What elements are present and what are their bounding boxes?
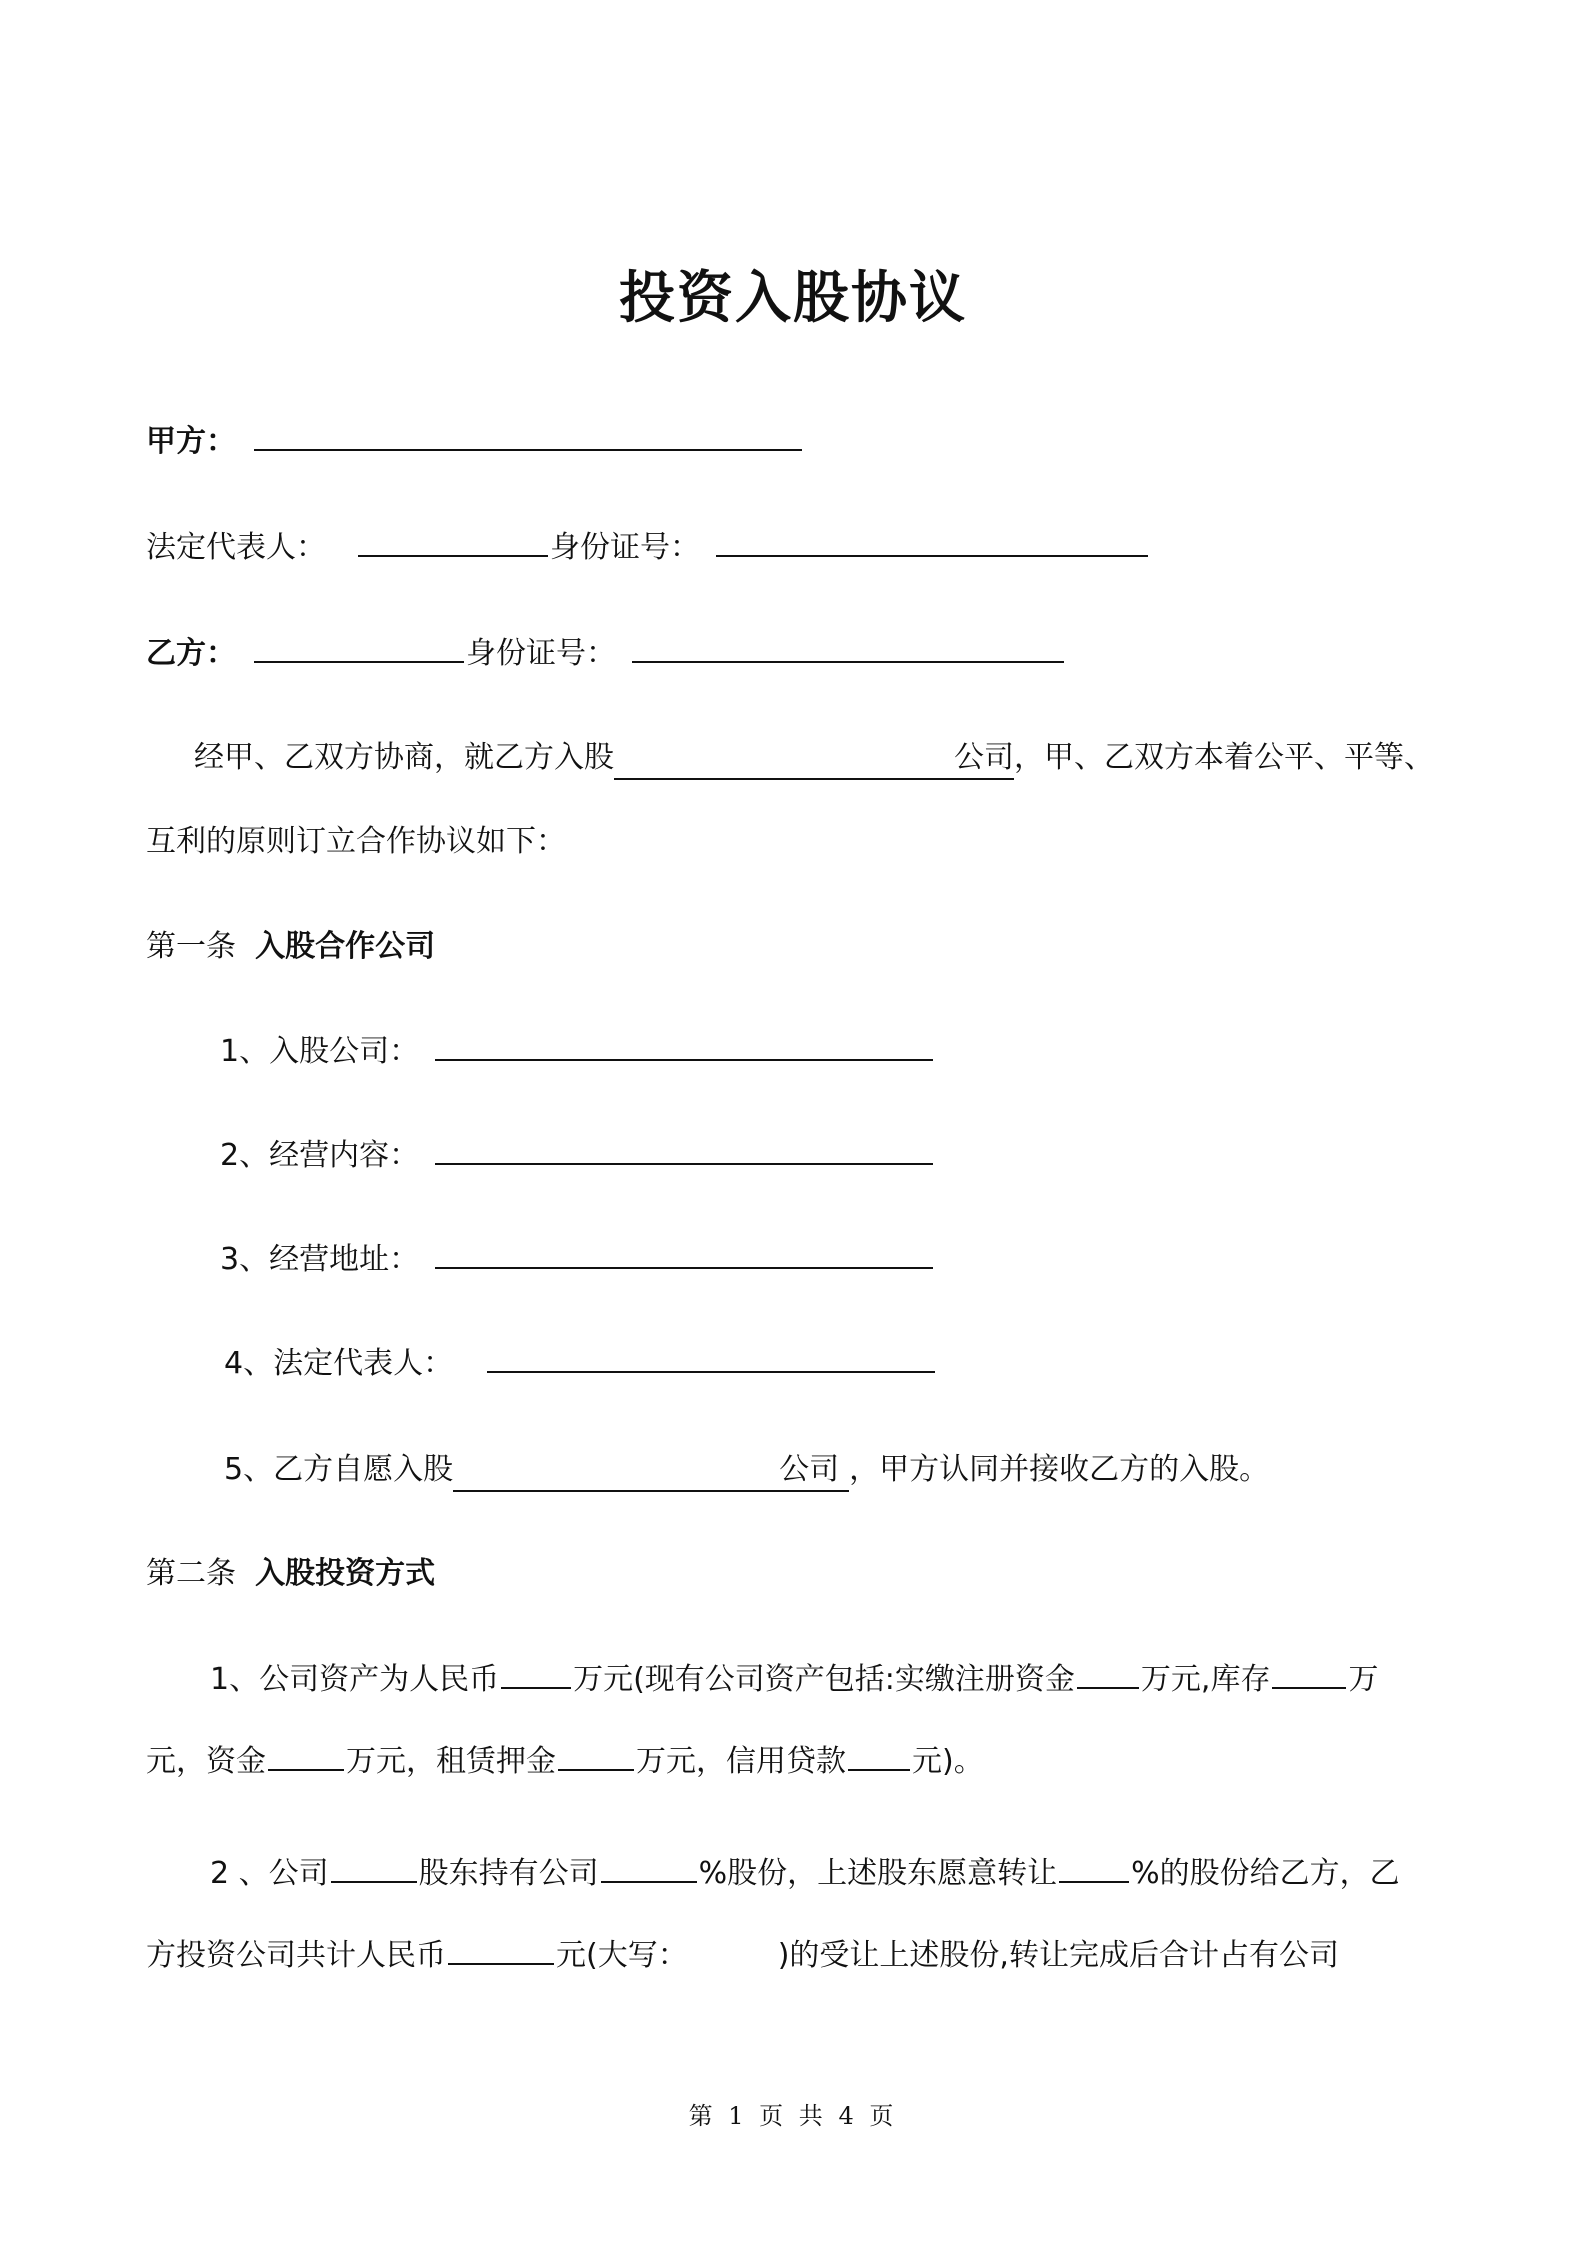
article-1-item-2 — [220, 1134, 935, 1178]
p1-text-e: 元，资金 — [146, 1744, 266, 1779]
funds-blank[interactable] — [268, 1768, 344, 1771]
party-a-line — [146, 420, 804, 464]
shareholding-percent-blank[interactable] — [601, 1880, 697, 1883]
p1-text-b: 万元(现有公司资产包括:实缴注册资金 — [573, 1662, 1075, 1697]
item-5-company-blank[interactable] — [453, 1450, 849, 1492]
p1-text-c: 万元,库存 — [1140, 1662, 1271, 1697]
intro-company-blank[interactable] — [614, 738, 1014, 780]
article-2-heading — [146, 1552, 435, 1596]
p2-text-e: 方投资公司共计人民币 — [146, 1938, 446, 1973]
item-label: 4、法定代表人： — [224, 1346, 454, 1381]
p1-text-d: 万 — [1348, 1662, 1379, 1697]
article-2-para-2-line-1 — [210, 1852, 1400, 1896]
item-label: 3、经营地址： — [220, 1242, 420, 1277]
party-b-id-label: 身份证号： — [466, 636, 616, 671]
legal-rep-id-blank[interactable] — [716, 554, 1148, 557]
item-3-blank[interactable] — [435, 1266, 933, 1269]
p1-text-g: 万元，信用贷款 — [636, 1744, 846, 1779]
intro-line-1 — [194, 736, 1434, 780]
article-2-para-1-line-1 — [210, 1658, 1378, 1702]
p1-text-h: 元)。 — [912, 1744, 984, 1779]
article-1-heading — [146, 925, 435, 969]
page-footer: 第 1 页 共 4 页 — [688, 2102, 898, 2130]
p2-text-c: %股份，上述股东愿意转让 — [698, 1856, 1058, 1891]
article-2-para-2-line-2 — [146, 1934, 1339, 1978]
party-b-id-blank[interactable] — [632, 660, 1064, 663]
p2-text-a: 2 、公司 — [210, 1856, 329, 1891]
article-1-title: 入股合作公司 — [255, 929, 436, 964]
inventory-blank[interactable] — [1272, 1686, 1346, 1689]
item-5-company-suffix: 公司 — [779, 1452, 840, 1487]
article-2-title: 入股投资方式 — [255, 1556, 436, 1591]
party-b-line — [146, 632, 1066, 676]
total-assets-blank[interactable] — [501, 1686, 571, 1689]
legal-rep-label: 法定代表人： — [146, 530, 326, 565]
investment-amount-blank[interactable] — [448, 1962, 554, 1965]
article-1-number: 第一条 — [146, 929, 236, 964]
party-b-label: 乙方： — [146, 636, 236, 671]
party-a-blank[interactable] — [254, 448, 802, 451]
deposit-blank[interactable] — [558, 1768, 634, 1771]
legal-rep-line — [146, 526, 1150, 570]
item-label: 1、入股公司： — [220, 1034, 420, 1069]
party-a-label: 甲方： — [146, 424, 236, 459]
item-1-blank[interactable] — [435, 1058, 933, 1061]
article-1-item-5 — [224, 1448, 1269, 1492]
item-5-prefix: 5、乙方自愿入股 — [224, 1452, 454, 1487]
p2-text-d: %的股份给乙方，乙 — [1131, 1856, 1400, 1891]
p2-text-f: 元(大写： — [556, 1938, 688, 1973]
item-2-blank[interactable] — [435, 1162, 933, 1165]
article-2-para-1-line-2 — [146, 1740, 984, 1784]
item-5-suffix: ，甲方认同并接收乙方的入股。 — [849, 1452, 1270, 1487]
article-2-number: 第二条 — [146, 1556, 236, 1591]
article-1-item-4 — [224, 1342, 937, 1386]
p2-text-b: 股东持有公司 — [418, 1856, 599, 1891]
legal-rep-id-label: 身份证号： — [550, 530, 700, 565]
p1-text-f: 万元，租赁押金 — [346, 1744, 556, 1779]
legal-rep-blank[interactable] — [358, 554, 548, 557]
document-title: 投资入股协议 — [619, 266, 967, 331]
p2-text-g: )的受让上述股份,转让完成后合计占有公司 — [777, 1938, 1339, 1973]
intro-text-1: 经甲、乙双方协商，就乙方入股 — [194, 740, 614, 775]
article-1-item-1 — [220, 1030, 935, 1074]
registered-capital-blank[interactable] — [1077, 1686, 1139, 1689]
item-4-blank[interactable] — [487, 1370, 935, 1373]
credit-loan-blank[interactable] — [848, 1768, 910, 1771]
item-label: 2、经营内容： — [220, 1138, 420, 1173]
transfer-percent-blank[interactable] — [1059, 1880, 1129, 1883]
intro-company-suffix: 公司 — [954, 740, 1014, 775]
intro-line-2: 互利的原则订立合作协议如下： — [146, 824, 566, 859]
p1-text-a: 1、公司资产为人民币 — [210, 1662, 500, 1697]
article-1-item-3 — [220, 1238, 935, 1282]
shareholder-blank[interactable] — [331, 1880, 417, 1883]
party-b-blank[interactable] — [254, 660, 464, 663]
intro-text-2: ，甲、乙双方本着公平、平等、 — [1014, 740, 1434, 775]
